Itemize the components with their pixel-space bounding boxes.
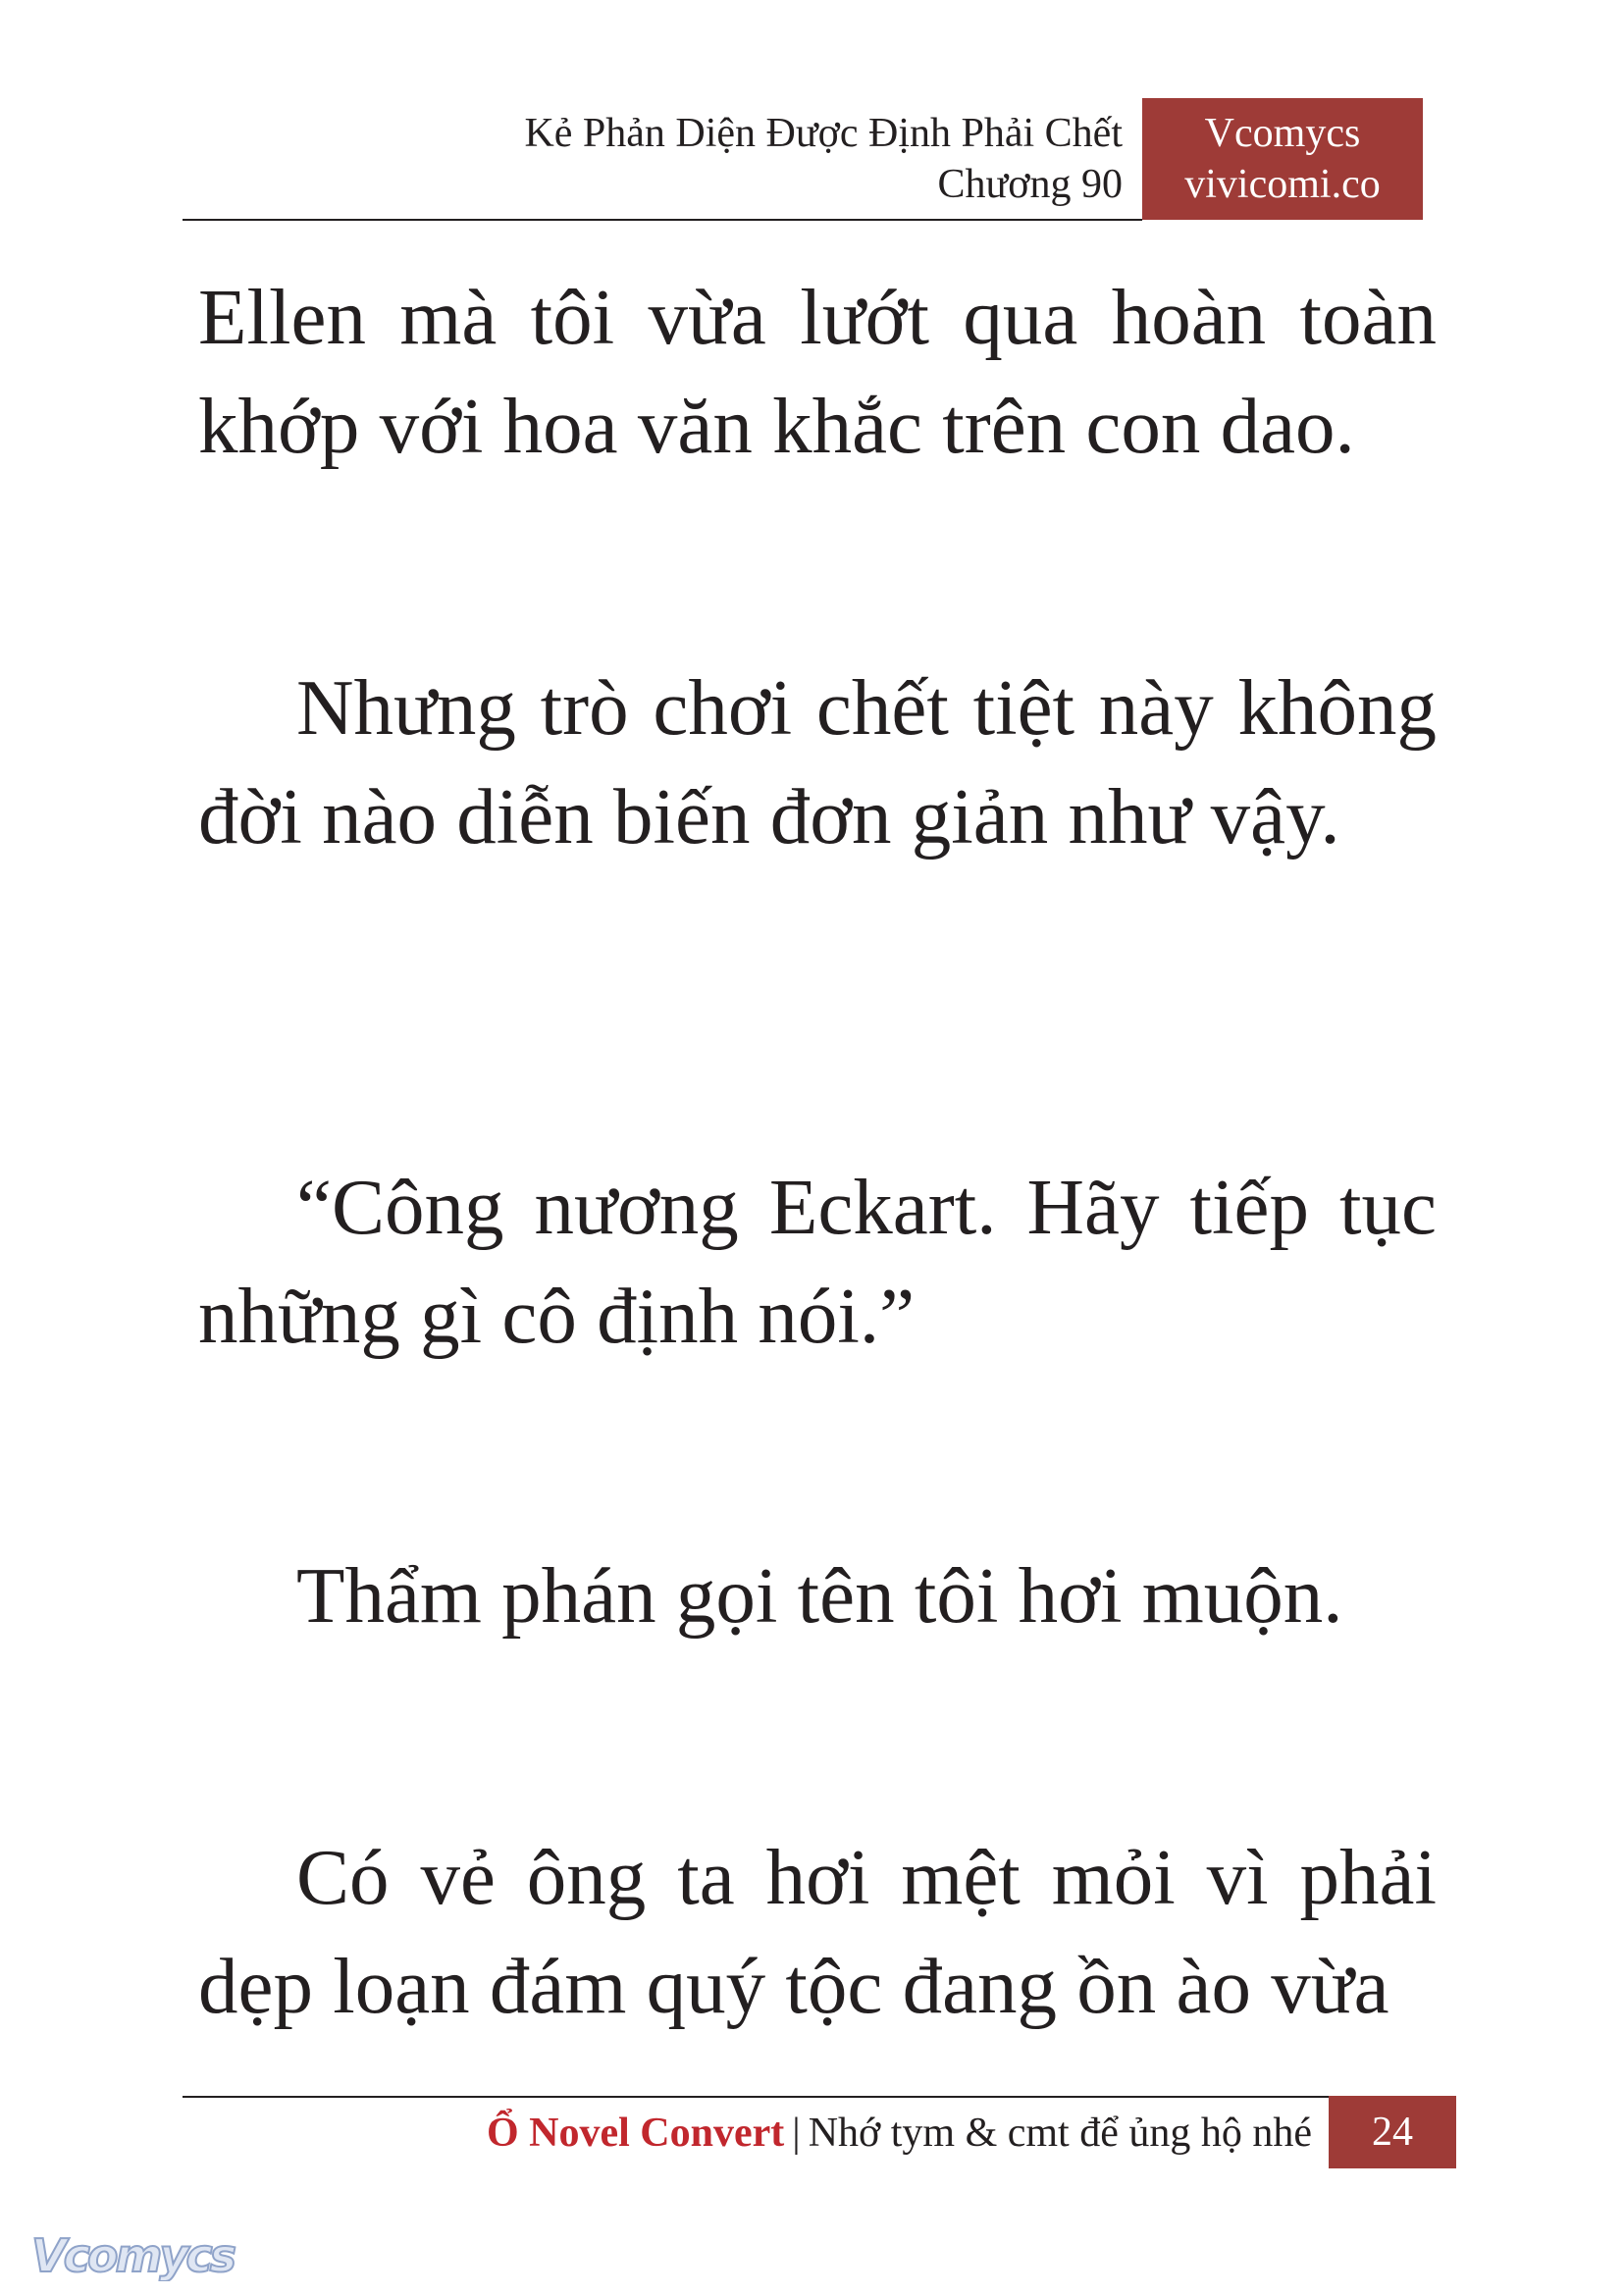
header-divider <box>183 219 1142 221</box>
header-title-block <box>524 108 1123 210</box>
vcomycs-watermark-logo <box>29 2232 255 2281</box>
paragraph-1: Ellen mà tôi vừa lướt qua hoàn toàn khớp với hoa văn khắc trên con dao. <box>198 273 1437 470</box>
site-badge-url: vivicomi.co <box>1184 162 1381 207</box>
site-badge <box>1142 98 1423 220</box>
paragraph-5: Có vẻ ông ta hơi mệt mỏi vì phải dẹp loạn đám quý tộc đang ồn ào vừa <box>198 1833 1437 2030</box>
chapter-label: Chương 90 <box>937 162 1123 207</box>
book-title: Kẻ Phản Diện Được Định Phải Chết <box>524 111 1123 156</box>
site-badge-name: Vcomycs <box>1204 111 1361 156</box>
footer-tagline: Nhớ tym & cmt để ủng hộ nhé <box>808 2111 1312 2156</box>
paragraph-3: “Công nương Eckart. Hãy tiếp tục những gì cô định nói.” <box>198 1163 1437 1360</box>
footer-divider <box>183 2096 1329 2098</box>
page-footer <box>487 2108 1312 2159</box>
paragraph-4: Thẩm phán gọi tên tôi hơi muộn. <box>296 1551 1343 1640</box>
paragraph-2: Nhưng trò chơi chết tiệt này không đời nào diễn biến đơn giản như vậy. <box>198 663 1437 861</box>
footer-separator: | <box>792 2111 801 2156</box>
page-number: 24 <box>1329 2096 1456 2168</box>
page-header <box>183 98 1423 220</box>
footer-brand: Ổ Novel Convert <box>486 2111 785 2156</box>
watermark-text: Vcomycs <box>31 2232 235 2281</box>
